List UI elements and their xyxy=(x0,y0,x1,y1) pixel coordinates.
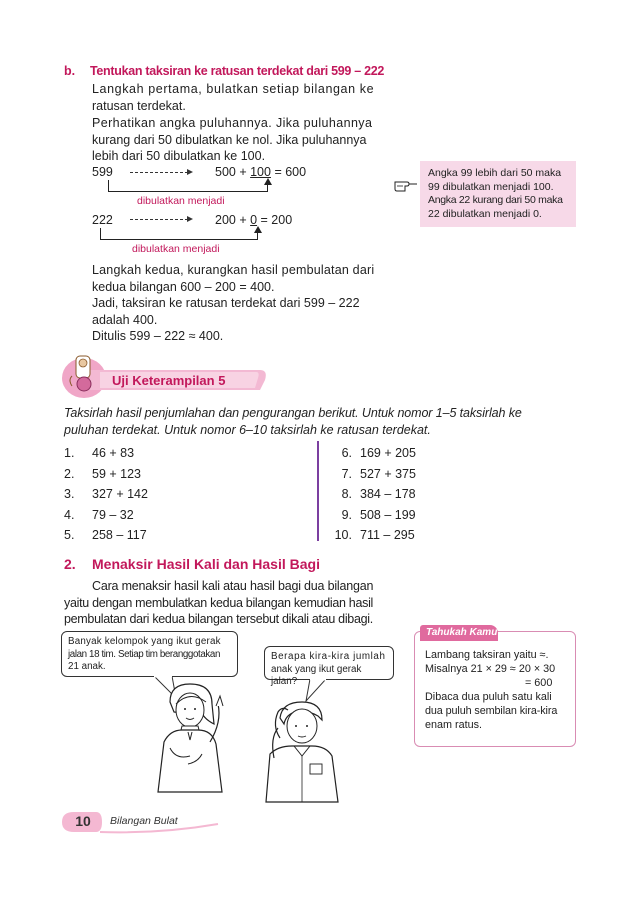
speech-bubble-left xyxy=(61,631,238,677)
text-line: adalah 400. xyxy=(92,312,158,327)
exercise-list-left xyxy=(64,444,264,547)
paragraph-rule xyxy=(92,115,402,165)
tahukah-tab xyxy=(420,625,498,641)
row1-result xyxy=(215,164,306,181)
side-note xyxy=(420,161,576,227)
chapter-title: Bilangan Bulat xyxy=(110,815,178,827)
section2-heading: Menaksir Hasil Kali dan Hasil Bagi xyxy=(92,556,320,572)
section2-paragraph xyxy=(64,578,399,628)
tahukah-line: Misalnya 21 × 29 ≈ 20 × 30 xyxy=(425,663,556,675)
exercise-number: 3. xyxy=(64,487,75,501)
exercise-text: 59 + 123 xyxy=(92,466,142,481)
speech-line: Berapa kira-kira jumlah xyxy=(271,651,386,662)
exercise-number: 8. xyxy=(341,487,352,501)
exercise-number: 4. xyxy=(64,507,75,522)
side-note-line: 99 dibulatkan menjadi 100. xyxy=(428,180,554,193)
row1-label: dibulatkan menjadi xyxy=(137,195,225,207)
exercise-number: 7. xyxy=(341,466,352,481)
exercise-number: 9. xyxy=(341,507,352,522)
row2-arrow-head xyxy=(187,216,193,222)
exercise-item xyxy=(64,526,264,547)
row1-bracket-arrow xyxy=(264,178,272,185)
instruction-line: puluhan terdekat. Untuk nomor 6–10 taksirlah ke ratusan terdekat. xyxy=(64,422,431,437)
side-note-line: Angka 99 lebih dari 50 maka xyxy=(428,167,562,179)
exercise-text: 258 – 117 xyxy=(92,528,147,542)
text-line: kurang dari 50 dibulatkan ke nol. Jika puluhannya xyxy=(92,132,367,147)
exercise-number: 5. xyxy=(64,528,75,542)
text-line: Jadi, taksiran ke ratusan terdekat dari 599 – 222 xyxy=(92,296,360,310)
exercise-item xyxy=(328,465,528,486)
exercise-item xyxy=(64,444,264,465)
exercise-item xyxy=(328,506,528,527)
footer-bar xyxy=(60,808,220,836)
banner-title: Uji Keterampilan 5 xyxy=(112,373,226,388)
exercise-text: 327 + 142 xyxy=(92,487,148,501)
text-line: lebih dari 50 dibulatkan ke 100. xyxy=(92,149,266,163)
row2-number: 222 xyxy=(92,213,113,227)
speech-line: anak yang ikut gerak jalan? xyxy=(271,663,362,687)
row1-arrow xyxy=(130,172,188,173)
exercise-text: 508 – 199 xyxy=(360,507,416,522)
row1-bracket xyxy=(108,180,268,192)
section2-number: 2. xyxy=(64,556,76,572)
exercise-number: 1. xyxy=(64,446,75,460)
exercise-item xyxy=(64,506,264,527)
exercise-number: 2. xyxy=(64,466,75,481)
speech-line: jalan 18 tim. Setiap tim beranggotakan xyxy=(68,648,220,660)
exercise-text: 79 – 32 xyxy=(92,507,134,522)
exercise-item xyxy=(64,485,264,506)
row2-result-a: 200 + xyxy=(215,213,251,227)
exercise-item xyxy=(328,444,528,465)
exercise-text: 169 + 205 xyxy=(360,446,416,460)
side-note-line: Angka 22 kurang dari 50 maka xyxy=(428,194,563,206)
speech-line: 21 anak. xyxy=(68,661,106,672)
text-line: ratusan terdekat. xyxy=(92,98,186,113)
tahukah-line: = 600 xyxy=(525,677,553,689)
text-line: Perhatikan angka puluhannya. Jika puluhannya xyxy=(92,116,373,130)
row1-result-c: = 600 xyxy=(270,165,307,179)
text-line: Ditulis 599 – 222 ≈ 400. xyxy=(92,329,224,343)
text-line: Langkah kedua, kurangkan hasil pembulatan dari xyxy=(92,263,375,277)
tahukah-line: Dibaca dua puluh satu kali xyxy=(425,691,552,703)
text-line: yaitu dengan membulatkan kedua bilangan kemudian hasil xyxy=(64,595,374,610)
exercise-item xyxy=(328,526,528,547)
row1-result-a: 500 + xyxy=(215,165,251,179)
exercise-text: 711 – 295 xyxy=(360,528,415,542)
page-number: 10 xyxy=(75,813,91,829)
section-letter: b. xyxy=(64,64,76,78)
row2-arrow xyxy=(130,219,188,220)
tahukah-title: Tahukah Kamu xyxy=(426,627,498,638)
exercise-list-right xyxy=(328,444,528,547)
exercise-number: 10. xyxy=(334,528,352,542)
row1-number: 599 xyxy=(92,165,113,179)
instruction-line: Taksirlah hasil penjumlahan dan pengurangan berikut. Untuk nomor 1–5 taksirlah ke xyxy=(64,406,522,420)
side-note-line: 22 dibulatkan menjadi 0. xyxy=(428,207,542,220)
text-line: pembulatan dari kedua bilangan tersebut dikali atau dibagi. xyxy=(64,612,373,626)
row2-bracket xyxy=(100,228,258,240)
row2-bracket-arrow xyxy=(254,226,262,233)
boy-illustration xyxy=(252,698,352,808)
paragraph-step2 xyxy=(92,262,402,345)
tahukah-line: enam ratus. xyxy=(425,719,483,731)
exercise-number: 6. xyxy=(341,446,352,460)
row2-result-b: 0 xyxy=(250,213,258,227)
exercise-text: 46 + 83 xyxy=(92,446,135,460)
pointing-hand-icon xyxy=(393,178,419,194)
exercise-item xyxy=(328,485,528,506)
speech-bubble-right xyxy=(264,646,394,687)
row2-result-c: = 200 xyxy=(257,213,293,227)
tahukah-content xyxy=(425,648,573,732)
paragraph-step1 xyxy=(92,81,397,114)
column-divider xyxy=(317,441,319,541)
exercise-item xyxy=(64,465,264,486)
row1-arrow-head xyxy=(187,169,193,175)
row2-label: dibulatkan menjadi xyxy=(132,243,220,255)
row1-result-b: 100 xyxy=(250,165,271,179)
exercise-text: 527 + 375 xyxy=(360,466,416,481)
text-line: Cara menaksir hasil kali atau hasil bagi dua bilangan xyxy=(92,579,374,593)
instruction xyxy=(64,405,584,438)
text-line: Langkah pertama, bulatkan setiap bilangan ke xyxy=(92,82,375,96)
tahukah-line: dua puluh sembilan kira-kira xyxy=(425,705,558,717)
exercise-text: 384 – 178 xyxy=(360,487,416,501)
tahukah-line: Lambang taksiran yaitu ≈. xyxy=(425,649,549,661)
text-line: kedua bilangan 600 – 200 = 400. xyxy=(92,279,275,294)
section-heading: Tentukan taksiran ke ratusan terdekat dari 599 – 222 xyxy=(90,64,385,78)
banner xyxy=(60,350,270,400)
speech-line: Banyak kelompok yang ikut gerak xyxy=(68,636,221,647)
girl-illustration xyxy=(140,682,240,808)
